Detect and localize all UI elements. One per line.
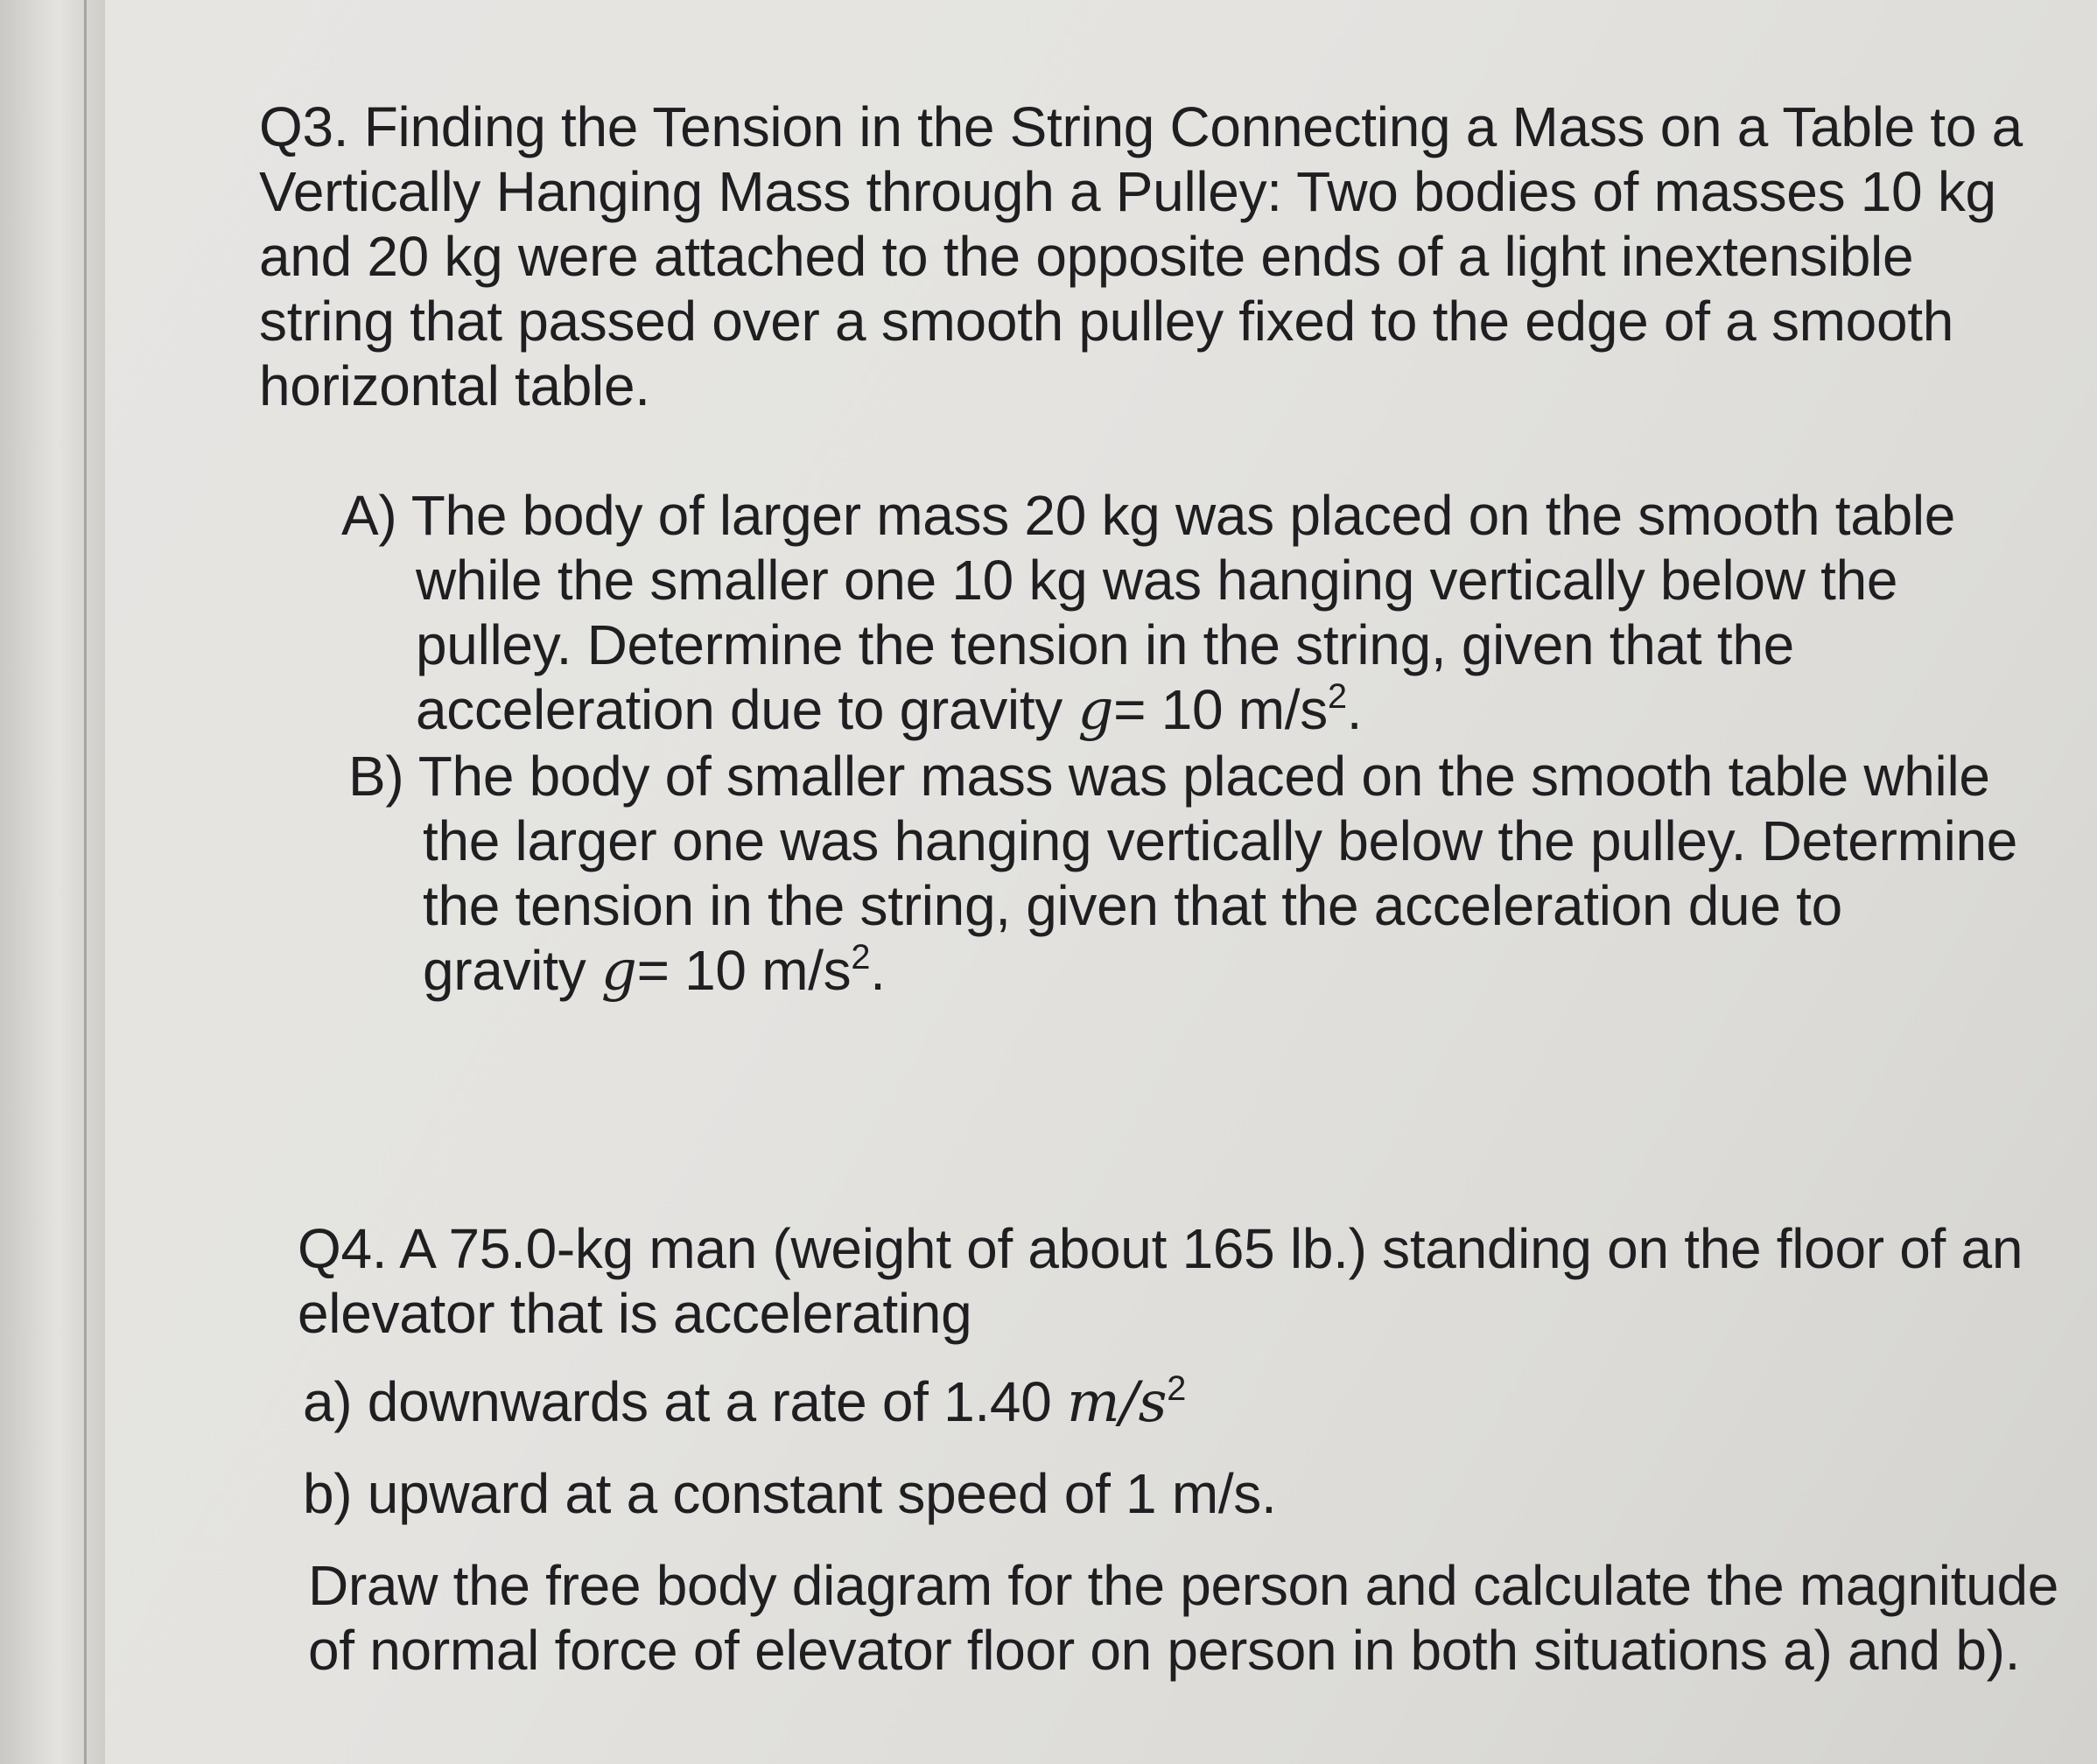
- q3-line: string that passed over a smooth pulley fixed to the edge of a smooth: [259, 290, 1954, 353]
- part-b-label: B): [348, 745, 404, 808]
- instruction-line: of normal force of elevator floor on person in both situations a) and b).: [308, 1619, 2021, 1682]
- g-symbol: g: [600, 939, 637, 1004]
- question-4: [298, 1216, 2023, 1346]
- q4-line: elevator that is accelerating: [298, 1282, 972, 1345]
- question-4-part-a: [303, 1369, 1186, 1435]
- period: .: [870, 939, 886, 1002]
- part-a-gravity-line: [341, 677, 1955, 743]
- period: .: [1346, 678, 1363, 741]
- part-a-line: while the smaller one 10 kg was hanging vertically below the: [416, 549, 1898, 612]
- exponent: 2: [1167, 1369, 1186, 1409]
- exponent: 2: [1327, 677, 1347, 717]
- question-3-part-b: [348, 744, 2017, 1004]
- g-symbol: g: [1077, 678, 1114, 743]
- question-3: [259, 94, 2023, 418]
- part-a-line: The body of larger mass 20 kg was placed on the smooth table: [410, 484, 1956, 547]
- q3-line: Q3. Finding the Tension in the String Connecting a Mass on a Table to a: [259, 95, 2023, 158]
- part-b-gravity-line: [348, 938, 2017, 1004]
- q3-line: Vertically Hanging Mass through a Pulley: Two bodies of masses 10 kg: [259, 160, 1996, 223]
- part-b-text: b) upward at a constant speed of 1 m/s.: [303, 1462, 1277, 1525]
- question-3-part-a: [341, 483, 1955, 743]
- part-a-line: pulley. Determine the tension in the string, given that the: [416, 613, 1794, 676]
- instruction-line: Draw the free body diagram for the person and calculate the magnitude: [308, 1554, 2059, 1617]
- exponent: 2: [851, 938, 871, 977]
- gravity-prefix: gravity: [423, 939, 601, 1002]
- part-a-label: A): [341, 484, 397, 547]
- part-b-line: The body of smaller mass was placed on the smooth table while: [417, 745, 1990, 808]
- gravity-value: = 10 m/s: [1113, 678, 1328, 741]
- question-4-part-b: [303, 1461, 1277, 1526]
- question-4-instruction: [308, 1553, 2058, 1683]
- gravity-value: = 10 m/s: [636, 939, 852, 1002]
- part-b-line: the tension in the string, given that the acceleration due to: [423, 874, 1842, 937]
- gravity-prefix: acceleration due to gravity: [416, 678, 1078, 741]
- bezel-edge: [84, 0, 87, 1764]
- part-b-line: the larger one was hanging vertically below the pulley. Determine: [423, 809, 2018, 872]
- q3-line: and 20 kg were attached to the opposite ends of a light inextensible: [259, 225, 1914, 288]
- screen-bezel: [0, 0, 105, 1764]
- part-a-text: a) downwards at a rate of 1.40: [303, 1370, 1067, 1433]
- unit: m/s: [1066, 1370, 1168, 1435]
- q4-line: Q4. A 75.0-kg man (weight of about 165 lb.) standing on the floor of an: [298, 1217, 2023, 1280]
- q3-line: horizontal table.: [259, 354, 650, 417]
